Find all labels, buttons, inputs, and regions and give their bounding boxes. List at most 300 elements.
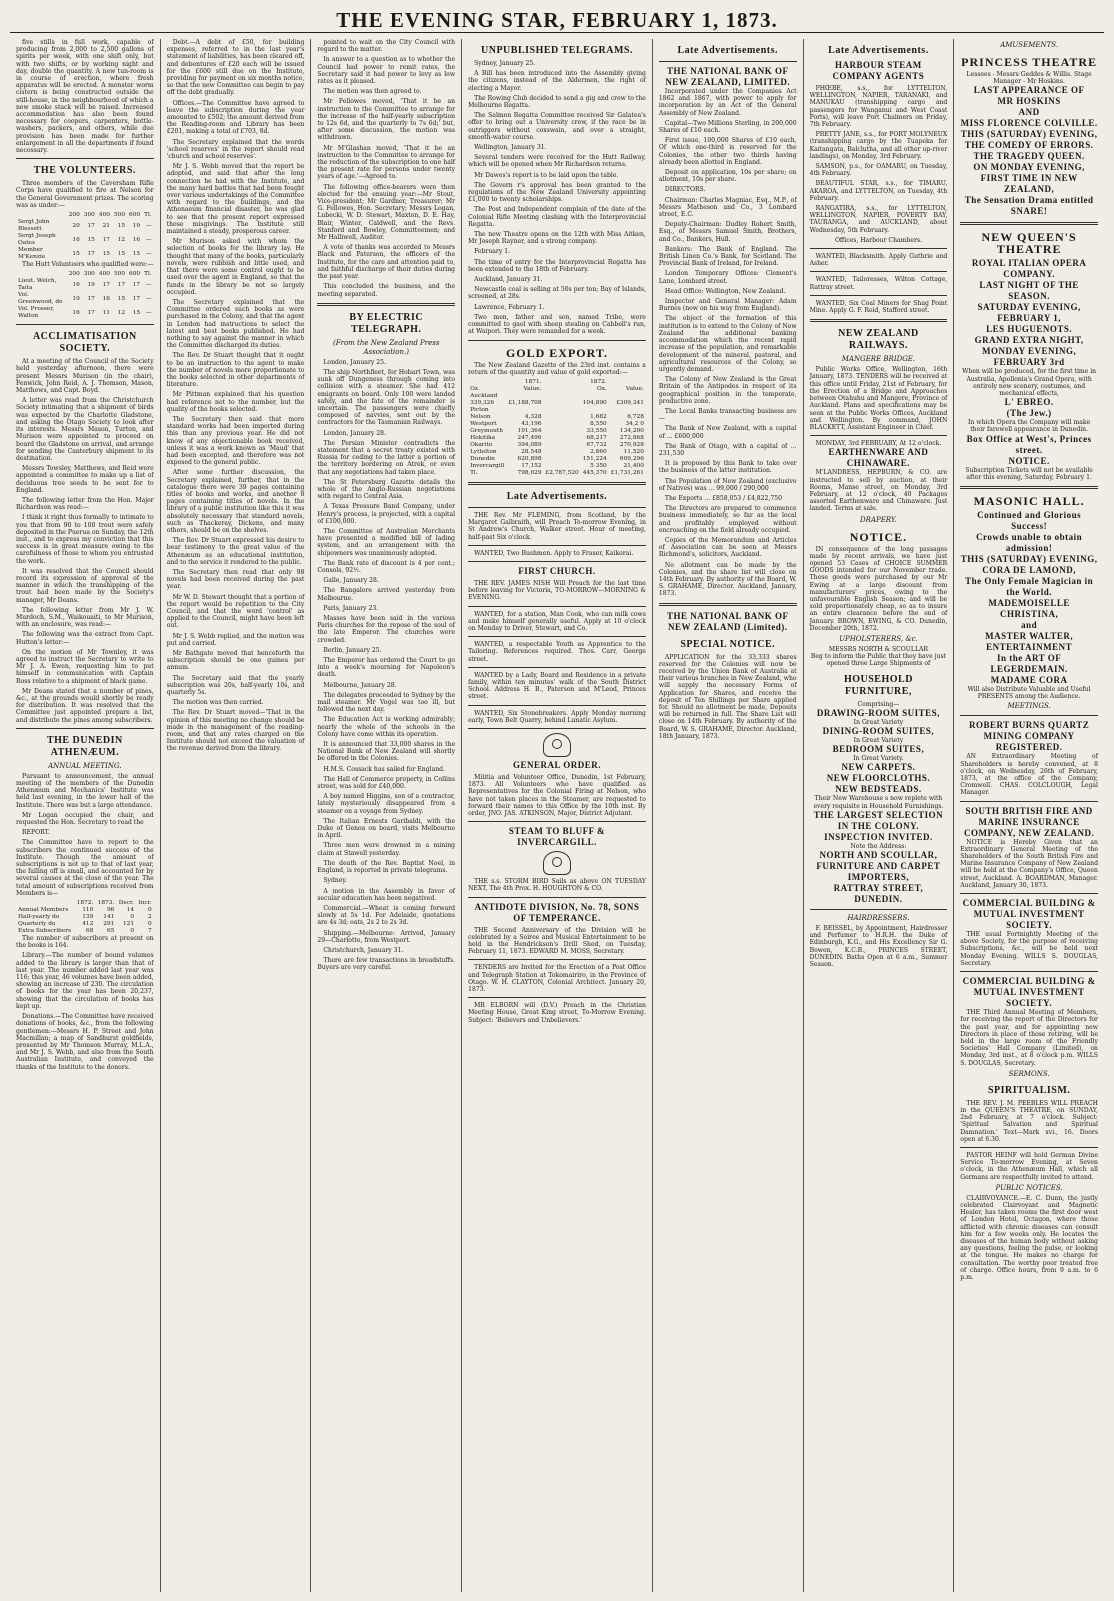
paragraph: London Temporary Offices: Clement's Lane, Lombard street.: [658, 270, 797, 285]
table-cell: 445,370: [582, 469, 607, 476]
paragraph: The delegates proceeded to Sydney by the mail steamer. Mr Vogel was too ill, but followed the next day.: [317, 691, 456, 714]
furniture-line: RATTRAY STREET,: [833, 883, 924, 893]
table-cell: [16, 271, 67, 278]
hairdressers-heading: HAIRDRESSERS.: [847, 914, 910, 922]
auction-date: MONDAY, 3rd FEBRUARY, At 12 o'clock.: [815, 440, 942, 448]
rule: [468, 705, 646, 706]
late-ads-heading: Late Advertisements.: [506, 490, 608, 502]
rule: [468, 507, 646, 508]
table-row: [468, 456, 646, 463]
paragraph: Deposit on application, 10s per share; on allotment, 10s per share.: [658, 169, 797, 184]
table-cell: 34,2 0: [625, 420, 644, 427]
sermons-heading: SERMONS.: [1008, 1069, 1050, 1078]
rule: [960, 486, 1098, 489]
rule: [468, 821, 646, 822]
rule: [810, 909, 948, 910]
furniture-line: In Great Variety: [853, 718, 904, 726]
theatre-line: THE COMEDY OF ERRORS.: [964, 140, 1094, 151]
columns-container: [10, 39, 1104, 1592]
column-1: [10, 39, 161, 1592]
bank2-title: THE NATIONAL BANK OF NEW ZEALAND (Limited).: [666, 610, 789, 632]
table-cell: Lieut. Welch, Taita: [18, 278, 57, 292]
table-cell: 20: [72, 222, 80, 229]
rule: [960, 801, 1098, 802]
table-cell: 0: [147, 907, 152, 914]
table-cell: 17: [87, 309, 95, 316]
table-cell: 121: [122, 921, 135, 928]
table-cell: [544, 442, 581, 449]
table-cell: 300: [83, 271, 95, 278]
table-cell: [544, 379, 581, 386]
rule: [468, 667, 646, 668]
rule: [468, 997, 646, 998]
table-cell: Okarito: [470, 441, 493, 448]
table-cell: [609, 379, 646, 386]
bank2-text: APPLICATION for the 33,333 shares reserved for the Colonies will now be received by the Union Bank of Australia at their various branches in New Zealand, who will supply the necessary Forms of Application for Shares, and receive the deposit of Ten Shillings per Share applied for. Should no allotment be made, Deposits will be returned in full. The Share List will close on 14th February. By authority of the Board, W. S. GRAHAME, Director. Auckland, 18th January, 1873.: [658, 653, 797, 740]
table-cell: 400: [98, 212, 110, 219]
rule: [810, 319, 948, 322]
paragraph: The following letter from Mr J. W. Murdoch, S.M., Waikouaiti, to Mr Murison, with an enclosure, was read:—: [16, 606, 154, 629]
meeting-text: THE usual Fortnightly Meeting of the above Society, for the purpose of receiving Subscriptions, &c., will be held next Monday Evening. WILLS S. DOUGLAS, Secretary.: [960, 931, 1098, 967]
paragraph: London, January 25.: [323, 358, 386, 366]
furniture-line: DRAWING-ROOM SUITES,: [816, 707, 940, 718]
ad-text: WANTED, Six Stonebreakers. Apply Monday morning early, Town Belt Quarry, behind Lunatic Asylum.: [468, 709, 646, 724]
table-cell: [581, 393, 609, 400]
paragraph: Inspector and General Manager: Adam Burnes (now on his way from England).: [658, 298, 797, 313]
table-cell: £1,731,261: [610, 469, 644, 476]
masonic-line: In the ART OF LEGERDEMAIN.: [990, 653, 1068, 675]
opera-line: ROYAL ITALIAN OPERA COMPANY.: [971, 258, 1087, 280]
gold-heading: GOLD EXPORT.: [505, 345, 608, 360]
table-cell: Incr.: [138, 900, 152, 907]
opera-line: Subscription Tickets will not be available after this evening, Saturday, February 1.: [965, 466, 1093, 481]
data-table: [468, 379, 646, 477]
theatre-title: PRINCESS THEATRE: [961, 55, 1098, 69]
paragraph: The Persian Minister contradicts the statement that a secret treaty existed with Russia for ceding to the latter a portion of the territory bordering on Atrek, or even that any negotiations had taken place.: [317, 439, 456, 476]
furniture-line: In Great Variety: [853, 736, 904, 744]
theatre-line: SNARE!: [1010, 206, 1048, 217]
table-cell: Tl.: [470, 469, 478, 476]
paragraph: Masses have been said in the various Paris churches for the repose of the soul of the late Emperor. The churches were crowded.: [317, 615, 456, 644]
paragraph: No allotment can be made by the Colonies, and the share list will close on 14th February. By authority of the Board, W. S. GRAHAME, Director. Auckland, January, 1873.: [658, 561, 797, 598]
section-heading: THE DUNEDIN ATHENÆUM.: [46, 734, 123, 758]
table-row: [16, 271, 154, 278]
paragraph: The Bank of Otago, with a capital of ... 231,530: [658, 442, 797, 457]
spiritualism-title: SPIRITUALISM.: [987, 1084, 1071, 1096]
paragraph: Melbourne, January 28.: [323, 681, 397, 689]
table-cell: £2,787,520: [545, 469, 579, 476]
table-cell: Picton: [470, 406, 489, 413]
ad-text: WANTED, for a station, Man Cook, who can milk cows and make himself generally useful. Apply at 10 o'clock on Monday to Driver, Stewart, and Co.: [468, 610, 646, 632]
meeting-text: NOTICE is Hereby Given that an Extraordinary General Meeting of the Shareholders of the South British Fire and Marine Insurance Company of New Zealand will be held at the Company's Office, Queen street, Auckland. A. BOARDMAN, Manager. Auckland, January 30, 1873.: [960, 838, 1098, 889]
table-cell: 17: [132, 295, 141, 302]
harbour-item: BEAUTIFUL STAR, s.s., for TIMARU, AKAROA, and LYTTELTON, on Tuesday, 4th February.: [809, 180, 948, 202]
table-cell: Value.: [523, 385, 542, 392]
paragraph: A vote of thanks was accorded to Messrs Black and Paterson, the officers of the Institute, for the care and attention paid to, and faithful discharge of their duties during the past year.: [317, 244, 456, 281]
table-cell: 291: [103, 921, 115, 928]
table-cell: [506, 393, 543, 400]
paragraph: The Rev. Dr Stuart moved—'That in the opinion of this meeting no change should be made in the management of the reading-room, and that any rates charged on the Institute should not exceed the valuation of the revenue derived from the library.: [166, 709, 305, 753]
table-cell: 17: [132, 281, 141, 288]
table-row: [16, 907, 154, 914]
theatre-line: MR HOSKINS: [997, 96, 1061, 107]
column-5: [653, 39, 804, 1592]
amusements-heading: AMUSEMENTS.: [1000, 41, 1059, 49]
paragraph: The Education Act is working admirably; nearly the whole of the schools in the Colony have come within its operation.: [317, 716, 456, 738]
rule: [960, 1147, 1098, 1148]
rule: [468, 482, 646, 485]
ad-text: TENDERS are Invited for the Erection of a Post Office and Telegraph Station at Tokomairiro, in the Province of Otago. W. H. CLAYTON, Colonial Architect. January 20, 1873.: [468, 964, 646, 994]
furniture-line: INSPECTION INVITED.: [824, 831, 933, 842]
paragraph: The Secretary then read that only 98 novels had been received during the past year.: [166, 569, 305, 591]
paragraph: Three members of the Caversham Rifle Corps have qualified to fire at Nelson for the General Government prizes. The scoring was as under:—: [16, 180, 154, 209]
table-cell: 12: [117, 236, 126, 243]
paragraph: Mr Bathgate moved that henceforth the subscription should be one guinea per annum.: [166, 650, 305, 672]
paragraph: Mr Fellowes moved, 'That it be an instruction to the Committee to arrange for the increase of the half-yearly subscription to 12s 6d, and the quarterly to 7s 6d;' but, after some discussion, the motion was withdrawn.: [317, 98, 456, 142]
table-cell: [544, 428, 581, 435]
table-cell: 15: [87, 236, 95, 243]
table-cell: [581, 407, 609, 414]
spiritualism-text: THE REV. J. M. PEEBLES WILL PREACH in the QUEEN'S THEATRE, on SUNDAY, 2nd February, at 7 o'clock. Subject: 'Spiritual Salvation and Spiritual Damnation.' Text—Mark xvi., 16. Doors open at 6.30.: [960, 1099, 1098, 1143]
ad-text: WANTED, Two Bushmen. Apply to Fraser, Kaikorai.: [474, 549, 634, 557]
table-cell: 600: [129, 271, 141, 278]
paragraph: Shipping.—Melbourne: Arrived, January 29—Charlotte, from Westport.: [317, 929, 456, 944]
paragraph: The Directors are prepared to commence business immediately, so far as the local and profitably employed without encroaching on the field already occupied.: [658, 505, 797, 534]
rule: [810, 435, 948, 436]
table-cell: 19: [132, 222, 141, 229]
table-row: [468, 393, 646, 400]
paragraph: Mr M'Glashan moved, 'That it be an instruction to the Committee to arrange for the reduction of the subscription to one half the present rate for persons under twenty years of age.'—Agreed to.: [317, 144, 456, 181]
table-cell: 17: [87, 250, 95, 257]
paragraph: The following was the extract from Capt. Hutton's letter:—: [16, 631, 154, 646]
opera-title: NEW QUEEN'S THEATRE: [981, 230, 1077, 257]
paragraph: London, January 28.: [323, 429, 386, 437]
paragraph: The ship Northfleet, for Hobart Town, was sunk off Dungeness through coming into collision with a steamer. She had 412 emigrants on board. Only 100 were landed safely, and the fate of the remainder is uncertain. The passengers were chiefly composed of navvies, sent out by the contractors for the Tasmanian Railways.: [317, 368, 456, 427]
paragraph: Three men were drowned in a mining claim at Stawell yesterday.: [317, 842, 456, 857]
paragraph: The Bangalore arrived yesterday from Melbourne.: [317, 587, 456, 602]
beissel-ad: F. BEISSEL, by Appointment, Hairdresser and Perfumer to H.R.H. the Duke of Edinburgh, K.G., and His Excellency Sir G. Bowen, K.C.B., PRINCES STREET, DUNEDIN. Baths Open at 6 a.m., Summer Season.: [809, 925, 948, 969]
table-cell: 339,326: [470, 399, 495, 406]
table-cell: 17: [87, 295, 95, 302]
paragraph: Chairman: Charles Magniac, Esq., M.P., of Messrs Matheson and Co., 3 Lombard street, E.C.: [658, 196, 797, 219]
opera-line: LES HUGUENOTS.: [986, 324, 1073, 335]
paragraph: A boy named Higgins, son of a contractor, lately mysteriously disappeared from a steamer on a voyage from Sydney.: [317, 793, 456, 815]
paragraph: The Italian Ernests Garibaldi, with the Duke of Genoa on board, visits Melbourne in April.: [317, 817, 456, 840]
table-cell: 16: [102, 295, 110, 302]
table-row: [468, 470, 646, 477]
drapery-heading: DRAPERY.: [860, 515, 897, 524]
paragraph: Copies of the Memorandum and Articles of Association can be seen at Messrs Richmond's, solicitors, Auckland.: [658, 536, 797, 559]
rule: [16, 728, 154, 729]
masonic-line: MADAME CORA: [990, 675, 1068, 686]
paragraph: February 1.: [474, 248, 511, 256]
table-cell: 0: [130, 928, 135, 935]
paragraph: five stills in full work, capable of producing from 2,000 to 2,500 gallons of spirits per week, with one shift only, but with two shifts, or by working night and day, double the quantity. A new tun-room is in course of erection, where fresh apparatus will be erected. A monster worm cistern is being constructed outside the still-house, in the neighbourhood of which a new smoke stack will be raised. Increased accommodation has also been found necessary for coopers, carpenters, bottle-washers, packers, and others, while due provision has been made for further enlargement in all the departments if found necessary.: [16, 39, 154, 155]
table-cell: 139: [82, 914, 94, 921]
table-cell: Invercargill: [470, 462, 505, 469]
table-cell: 500: [113, 271, 126, 278]
opera-line: GRAND EXTRA NIGHT,: [974, 335, 1084, 346]
table-cell: Vol. Prosser, Walton: [18, 306, 55, 320]
table-cell: 394,089: [517, 441, 542, 448]
table-cell: Half-yearly do: [18, 914, 60, 921]
opera-line: In which Opera the Company will make their farewell appearance in Dunedin.: [968, 419, 1091, 434]
table-cell: 15: [72, 250, 80, 257]
table-cell: —: [145, 222, 152, 229]
table-cell: 1872.: [76, 900, 94, 907]
paragraph: It is announced that 33,000 shares in the National Bank of New Zealand will shortly be offered in the Colonies.: [317, 741, 456, 763]
table-cell: 1872.: [590, 378, 607, 385]
table-cell: 16: [132, 236, 141, 243]
paragraph: Two men, father and son, named Tribe, were committed to gaol with sheep stealing on Cabbell's run, at Waipori. They were remanded for a week.: [468, 313, 646, 336]
rule: [468, 636, 646, 637]
opera-line: When will be produced, for the first time in Australia, Apollonia's Grand Opera, with entirely new scenery, costumes, and mechanical effects,: [962, 368, 1097, 398]
paragraph: The following letter from the Hon. Major Richardson was read:—: [16, 496, 154, 512]
table-cell: 500: [113, 212, 126, 219]
table-cell: [16, 900, 74, 907]
paragraph: H.M.S. Cossack has sailed for England.: [323, 765, 446, 773]
rule: [659, 61, 797, 62]
theatre-line: ON MONDAY EVENING,: [973, 162, 1085, 173]
royal-arms-icon: [543, 733, 571, 757]
furniture-title: HOUSEHOLD FURNITURE,: [843, 673, 913, 697]
ad-text: THE REV. JAMES NISH Will Preach for the last time before leaving for Victoria, TO-MORROW—MORNING & EVENING.: [468, 579, 646, 602]
furniture-line: NEW BEDSTEADS.: [835, 784, 922, 795]
masonic-line: ENTERTAINMENT: [986, 642, 1073, 653]
opera-line: (The Jew.): [1006, 408, 1052, 419]
table-cell: 4,328: [524, 413, 542, 420]
section-heading: THE VOLUNTEERS.: [33, 165, 136, 177]
table-cell: 15: [102, 250, 110, 257]
paragraph: In answer to a question as to whether the Council had power to remit rates, the Secretary said it had power to levy as low rates as it pleased.: [317, 56, 456, 86]
table-cell: 67,732: [586, 441, 607, 448]
table-row: [468, 435, 646, 442]
data-table: [16, 271, 154, 320]
table-cell: Greymouth: [470, 427, 503, 434]
table-cell: [609, 407, 646, 414]
paragraph: The Salmon Regatta Committee received Sir Galatea's offer to bring out a University crew, if the race be in outriggers without coxswain, and over a straight, smooth-water course.: [468, 112, 646, 141]
paragraph: The Committee have to report to the subscribers the continued success of the Institute. Though the amount of subscriptions is not up to that of last year, the falling off is small, and accounted for by several causes at the close of the year. The total amount of subscriptions received from Members is—: [16, 839, 154, 897]
paragraph: I think it right thus formally to intimate to you that from 90 to 100 trout were safely deposited in the Puerua on Sunday, the 12th inst., and to express my conviction that this success is in great measure owing to the carefulness of those to whom you entrusted the work.: [16, 514, 154, 565]
table-cell: 0: [130, 914, 135, 921]
masonic-line: The Only Female Magician in the World.: [965, 576, 1094, 598]
table-cell: 15: [132, 250, 141, 257]
paragraph: Pursuant to announcement, the annual meeting of the members of the Dunedin Athenæum and Mechanics' Institute was held last evening, in the lower hall of the Institute. There was but a large attendance.: [16, 772, 154, 809]
harbour-item: SAMSON, p.s., for OAMARU, on Tuesday, 4th February.: [809, 163, 948, 178]
table-cell: 15: [117, 250, 126, 257]
table-cell: [544, 407, 581, 414]
table-cell: 200: [68, 212, 80, 219]
table-cell: 1,682: [590, 413, 607, 420]
telegraph-subheading: (From the New Zealand Press Association.): [333, 338, 440, 356]
table-cell: [544, 421, 581, 428]
table-cell: [544, 393, 581, 400]
paragraph: The motion was then agreed to.: [323, 88, 422, 96]
table-cell: 16: [72, 236, 80, 243]
rule: [16, 158, 154, 159]
ad-title: ANTIDOTE DIVISION, No. 78, SONS OF TEMPERANCE.: [474, 901, 640, 923]
earthenware-text: M'LANDRESS, HEPBURN, & CO. are instructed to sell by auction, at their Rooms, Manse street, on Monday, 3rd February, at 12 o'clock, 40 Packages assorted Earthenware and Chinaware. Just landed. Terms at sale.: [809, 469, 948, 513]
table-cell: 247,496: [517, 434, 542, 441]
meeting-text: AN Extraordinary Meeting of Shareholders is hereby convened, at 8 o'clock, on Wednesday, 26th of February, 1873, at the office of the Company, Cromwell. CHAS. COLCLOUGH, Legal Manager.: [960, 753, 1098, 797]
furniture-line: FURNITURE AND CARPET IMPORTERS,: [816, 861, 941, 882]
opera-line: NOTICE.: [1008, 455, 1050, 466]
meeting-title: ROBERT BURNS QUARTZ MINING COMPANY REGISTERED.: [969, 720, 1090, 753]
theatre-line: AND: [1018, 107, 1040, 118]
table-cell: —: [145, 236, 152, 243]
paragraph: pointed to wait on the City Council with regard to the matter.: [317, 39, 456, 54]
paragraph: The Rev. Dr Stuart thought that it ought to be an instruction to the agent to make the number of novels more proportionate to the books selected in other departments of literature.: [166, 352, 305, 389]
bank2-subtitle: SPECIAL NOTICE.: [680, 638, 776, 650]
ad-text: THE Second Anniversary of the Division will be celebrated by a Soiree and Musical Entertainment to be held in the Hendrickson's Drill Shed, on Tuesday, February 11, 1873. EDWARD M. MOSS, Secretary.: [468, 926, 646, 956]
furniture-line: DUNEDIN.: [854, 894, 903, 904]
wanted-ad: WANTED, Tailoresses, Wilton Cottage, Rattray street.: [809, 276, 948, 291]
paragraph: The Population of New Zealand (exclusive of Natives) was ... 99,000 / 290,000: [658, 477, 797, 492]
paragraph: A Texas Pressure Band Company, under Henry's process, is projected, with a capital of £100,000.: [317, 503, 456, 525]
paragraph: A letter was read from the Christchurch Society intimating that a shipment of birds was expected by the Charlotte Gladstone, and asking the Otago Society to look after its interests. Messrs Mason, Turton, and Murison were appointed to proceed on board the Gladstone on arrival, and arrange for sending the Canterbury shipment to its destination.: [16, 397, 154, 462]
harbour-item: PHŒBE, s.s., for LYTTELTON, WELLINGTON, NAPIER, TARANAKI, and MANUKAU (transhipping cargo and passengers for Wanganui and West Coast Ports), will leave Port Chalmers on Friday, 7th February.: [809, 85, 948, 129]
furniture-line: Comprising—: [857, 700, 900, 708]
table-cell: 15: [117, 295, 126, 302]
table-cell: Member M'Kenzie: [18, 247, 46, 261]
paragraph: The Bank rate of discount is 4 per cent.; Consols, 92½.: [317, 559, 456, 574]
paragraph: The time of entry for the Interprovincial Regatta has been extended to the 18th of February.: [468, 258, 646, 273]
paragraph: Capital—Two Millions Sterling, in 200,000 Shares of £10 each.: [658, 119, 797, 135]
theatre-line: LAST APPEARANCE OF: [973, 85, 1085, 96]
table-cell: 104,890: [582, 399, 607, 406]
ad-text: WANTED, a respectable Youth as Apprentice to the Tailoring. References required. Thos. Carr, George street.: [468, 641, 646, 663]
paragraph: First issue, 100,000 Shares of £10 each, Of which one-third is reserved for the Colonies, the other two thirds having already been allotted in England.: [658, 137, 797, 166]
masonic-line: MASTER WALTER,: [985, 631, 1074, 642]
masonic-line: CORA DE LAMOND,: [982, 565, 1076, 576]
table-row: [468, 421, 646, 428]
ad-text: WANTED by a Lady, Board and Residence in a private family, within ten minutes' walk of the South District School. Address H. B., Paterson and M'Leod, Princes street.: [468, 671, 646, 701]
furniture-line: NEW CARPETS.: [841, 762, 916, 773]
table-cell: 2: [147, 914, 152, 921]
furniture-line: Their New Warehouse s now replete with every requisite in Household Furnishings.: [813, 795, 944, 810]
section-heading: ACCLIMATISATION SOCIETY.: [32, 331, 137, 355]
table-cell: [544, 456, 581, 463]
table-cell: 141: [103, 914, 115, 921]
rule: [317, 303, 455, 306]
paragraph: The Secretary explained that the Committee ordered such books as were purchased in the Colony, and that the agent in London had instructions to select the latest and best books published. He had nothing to say against the manner in which the Committee discharged its duties.: [166, 298, 305, 350]
table-cell: Annual Members: [18, 907, 69, 914]
meetings-heading: MEETINGS.: [1007, 702, 1051, 711]
masonic-line: MADEMOISELLE CHRISTINA,: [988, 598, 1070, 620]
table-cell: Vol. Greenwood, do: [18, 292, 63, 306]
table-cell: [544, 435, 581, 442]
paragraph: The Colony of New Zealand is the Great Britain of the Antipodes in respect of its geographical position in the temperate, productive zone.: [658, 376, 797, 405]
table-cell: Westport: [470, 420, 497, 427]
table-row: [468, 386, 646, 393]
furniture-intro: Beg to inform the Public that they have just opened three Large Shipments of: [810, 653, 947, 668]
rule: [960, 971, 1098, 972]
paragraph: Messrs Towsley, Matthews, and Reid were appointed a committee to make up a list of deciduous tree seeds to be sent for to England.: [16, 465, 154, 494]
table-cell: 16: [72, 309, 80, 316]
paragraph: The Local Banks transacting business are—: [658, 407, 797, 423]
masthead: THE EVENING STAR, FEBRUARY 1, 1873.: [10, 8, 1104, 33]
paragraph: Newcastle coal is selling at 50s per ton; Bay of Islands, screened, at 28s.: [468, 286, 646, 301]
theatre-line: FIRST TIME IN NEW ZEALAND,: [980, 173, 1078, 195]
paragraph: The number of subscribers at present on the books is 164.: [16, 935, 154, 950]
table-cell: Hokitika: [470, 434, 496, 441]
table-cell: Quarterly do: [18, 921, 56, 928]
paragraph: Mr Pittman explained that his question had reference not to the number, but the quality of the books selected.: [166, 391, 305, 413]
table-cell: Auckland: [470, 392, 498, 399]
paragraph: The object of the formation of this institution is to extend to the Colony of New Zealand the additional banking accommodation which the recent rapid increase of the population, and remarkable development of the mineral, pastoral, and agricultural resources of the Colony, so urgently demand.: [658, 315, 797, 373]
table-cell: 8,550: [590, 420, 607, 427]
paragraph: It is proposed by this Bank to take over the business of the latter institution.: [658, 460, 797, 475]
harbour-item: PRETTY JANE, s.s., for PORT MOLYNEUX (transhipping cargo by the Tuapeka for Kaitangata, Balclutha, and all other up-river landings), on Monday, 3rd February.: [809, 131, 948, 160]
table-cell: 1871.: [524, 378, 542, 385]
furniture-line: BEDROOM SUITES,: [832, 744, 925, 755]
opera-line: MONDAY EVENING, FEBRUARY 3rd: [981, 346, 1077, 368]
harbour-footer: Offices, Harbour Chambers.: [834, 236, 922, 244]
paragraph: The Post and Independent complain of the date of the Colonial Rifle Meeting clashing with the Interprovincial Regatta.: [468, 206, 646, 228]
wanted-ad: WANTED, Six Coal Miners for Shag Point Mine. Apply G. F. Reid, Stafford street.: [809, 299, 948, 315]
table-cell: 17: [102, 236, 110, 243]
telegraph-heading: BY ELECTRIC TELEGRAPH.: [349, 311, 424, 335]
paragraph: Mr Logan occupied the chair, and requested the Hon. Secretary to read the: [16, 811, 154, 827]
paragraph: The Rowing Club decided to send a gig and crew to the Melbourne Regatta.: [468, 94, 646, 110]
table-cell: 620,898: [517, 455, 542, 462]
table-row: [16, 914, 154, 921]
table-cell: 17: [117, 281, 126, 288]
table-cell: 21: [102, 222, 110, 229]
ad-text: THE s.s. STORM BIRD Sails as above ON TUESDAY NEXT, The 4th Prox. H. HOUGHTON & CO.: [468, 878, 646, 893]
table-cell: —: [145, 309, 152, 316]
table-cell: 300: [83, 212, 95, 219]
table-cell: 412: [82, 921, 94, 928]
table-cell: —: [145, 281, 152, 288]
opera-line: SATURDAY EVENING, FEBRUARY 1,: [977, 302, 1081, 324]
table-cell: Oz.: [597, 385, 607, 392]
furniture-line: NORTH AND SCOULLAR,: [819, 850, 938, 860]
table-cell: 609,296: [619, 455, 644, 462]
table-cell: Oz.: [470, 385, 480, 392]
steamship-icon: [543, 851, 571, 875]
masonic-line: Continued and Glorious Success!: [977, 510, 1082, 532]
paragraph: Head Office: Wellington, New Zealand.: [664, 287, 786, 295]
table-cell: Tl.: [144, 271, 152, 278]
table-cell: 270,928: [619, 441, 644, 448]
table-row: [16, 921, 154, 928]
paragraph: Donations.—The Committee have received donations of books, &c., from the following gentlemen:—Messrs H. P. Street and John Macmillan; a map of Sandhurst goldfields, presented by Mr Thomson Murray, M.L.A., and Mr J. S. Webb, and also from the South Australian Institute, and conveyed the thanks of the Institute to the donors.: [16, 1013, 154, 1071]
paragraph: DIRECTORS.: [664, 186, 706, 194]
rule: [468, 561, 646, 562]
paragraph: A motion in the Assembly in favor of secular education has been negatived.: [317, 887, 456, 902]
paragraph: A Bill has been introduced into the Assembly giving the citizens, instead of the Aldermen, the right of electing a Mayor.: [468, 70, 646, 92]
meeting-title: COMMERCIAL BUILDING & MUTUAL INVESTMENT SOCIETY.: [962, 976, 1096, 1009]
paragraph: At a meeting of the Council of the Society held yesterday afternoon, there were present Messrs Murison (in the chair), Fenwick, John Reid, A. J. Thomson, Mason, Matthews, and Capt. Boyd.: [16, 358, 154, 395]
data-table: [16, 212, 154, 261]
paragraph: There are few transactions in breadstuffs. Buyers are very careful.: [317, 957, 456, 972]
table-cell: [609, 393, 646, 400]
table-row: [468, 407, 646, 414]
table-cell: 7: [147, 928, 152, 935]
rule: [810, 271, 948, 272]
table-cell: Value.: [625, 385, 644, 392]
table-row: [16, 212, 154, 219]
table-cell: 200: [68, 271, 80, 278]
theatre-line: MISS FLORENCE COLVILLE.: [960, 118, 1098, 129]
railways-text: Public Works Office, Wellington, 16th January, 1873. TENDERS will be received at this office until Friday, 21st of February, for the Erection of a Bridge and Approaches between Otahuhu and Mangere, Province of Auckland. Plans and specifications may be seen at the Public Works Offices, Auckland and Wellington. By command, JOHN BLACKETT, Assistant Engineer in Chief.: [809, 366, 948, 431]
table-cell: 151,224: [582, 455, 607, 462]
table-row: [16, 247, 154, 261]
gold-intro: The New Zealand Gazette of the 23rd inst. contains a return of the quantity and value of gold exported:—: [468, 361, 646, 376]
table-row: [16, 306, 154, 320]
table-cell: [506, 407, 543, 414]
